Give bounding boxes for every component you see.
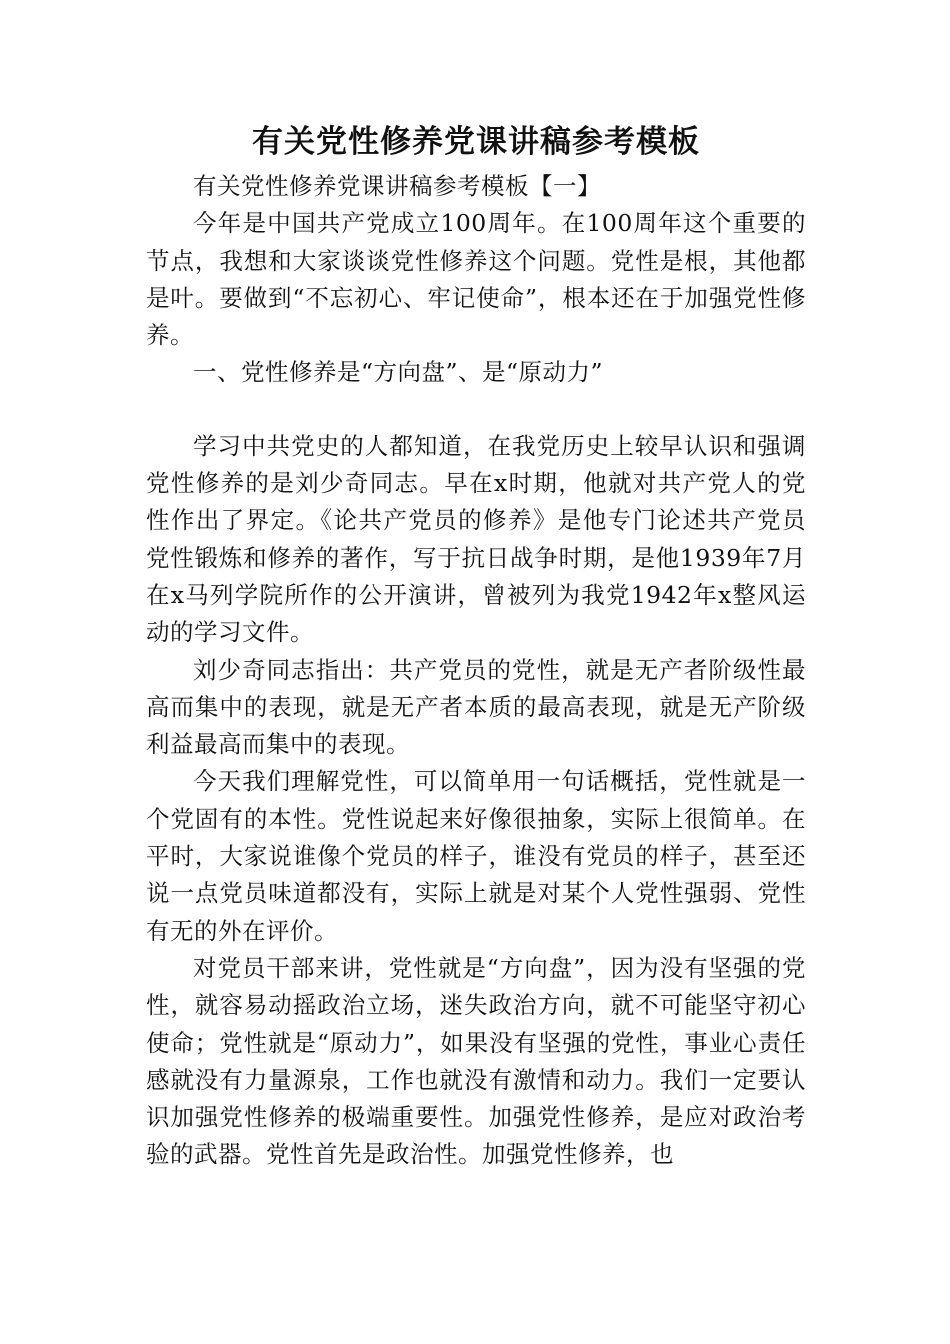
document-subtitle: 有关党性修养党课讲稿参考模板【一】	[193, 172, 601, 200]
document-title: 有关党性修养党课讲稿参考模板	[252, 124, 700, 160]
body-paragraph-3: 今天我们理解党性，可以简单用一句话概括，党性就是一个党固有的本性。党性说起来好像很抽象，实际上很简单。在平时，大家说谁像个党员的样子，谁没有党员的样子，甚至还说一点党员味道都没有，实际上就是对某个人党性强弱、党性有无的外在评价。	[146, 767, 806, 945]
section-heading: 一、党性修养是“方向盘”、是“原动力”	[193, 358, 604, 387]
intro-paragraph: 今年是中国共产党成立100周年。在100周年这个重要的节点，我想和大家谈谈党性修养这个问题。党性是根，其他都是叶。要做到“不忘初心、牢记使命”，根本还在于加强党性修养。	[146, 209, 806, 350]
body-paragraph-2: 刘少奇同志指出：共产党员的党性，就是无产者阶级性最高而集中的表现，就是无产者本质的最高表现，就是无产阶级利益最高而集中的表现。	[146, 655, 806, 759]
body-paragraph-1: 学习中共党史的人都知道，在我党历史上较早认识和强调党性修养的是刘少奇同志。早在x时期，他就对共产党人的党性作出了界定。《论共产党员的修养》是他专门论述共产党员党性锻炼和修养的著作，写于抗日战争时期，是他1939年7月在x马列学院所作的公开演讲，曾被列为我党1942年x整风运动的学习文件。	[146, 431, 806, 647]
body-paragraph-4: 对党员干部来讲，党性就是“方向盘”，因为没有坚强的党性，就容易动摇政治立场，迷失政治方向，就不可能坚守初心使命；党性就是“原动力”，如果没有坚强的党性，事业心责任感就没有力量源泉，工作也就没有激情和动力。我们一定要认识加强党性修养的极端重要性。加强党性修养，是应对政治考验的武器。党性首先是政治性。加强党性修养，也	[146, 953, 806, 1169]
blank-line	[146, 392, 806, 428]
document-page	[146, 118, 806, 1174]
